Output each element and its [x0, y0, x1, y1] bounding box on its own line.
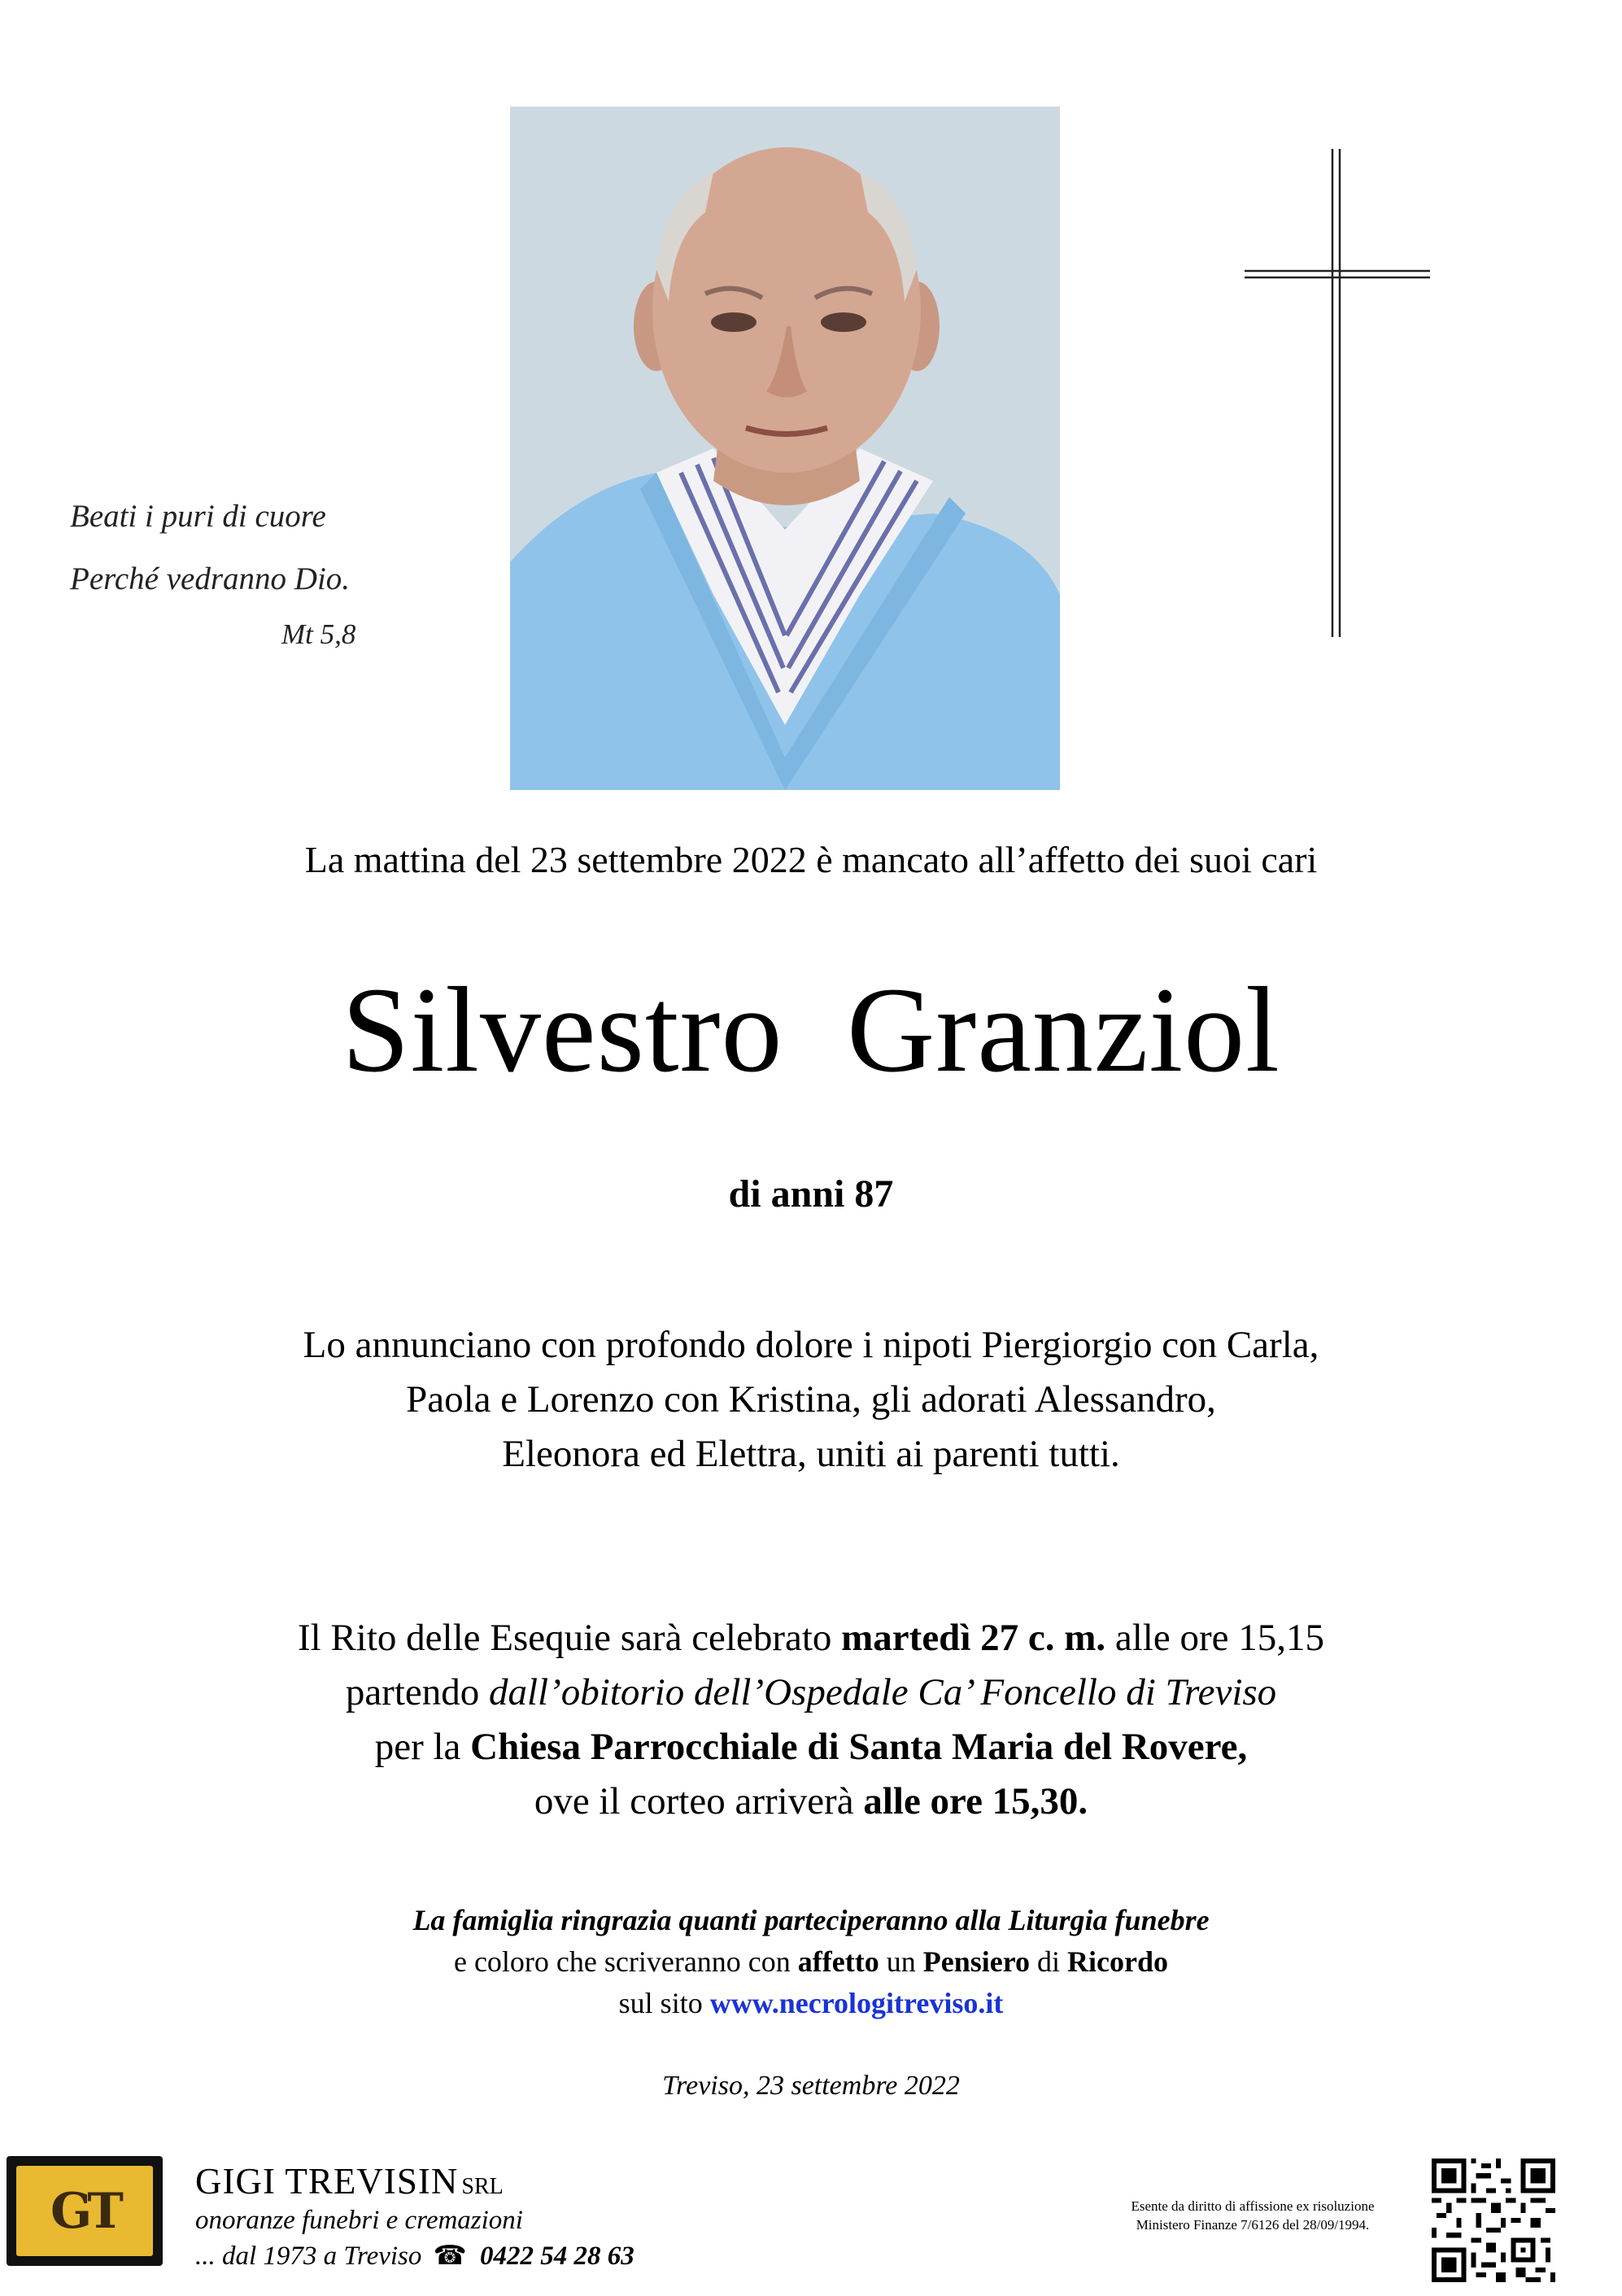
rite-text: per la [374, 1726, 471, 1768]
arrival-time: alle ore 15,30. [863, 1780, 1088, 1822]
company-since [195, 2239, 634, 2272]
place-and-date: Treviso, 23 settembre 2022 [662, 2071, 960, 2101]
rite-line-2 [0, 1665, 1622, 1720]
quote-reference: Mt 5,8 [281, 618, 356, 650]
company-logo [7, 2156, 163, 2266]
last-name: Granziol [847, 962, 1280, 1098]
thanks-bold: affetto [797, 1945, 879, 1978]
rite-line-1 [0, 1611, 1622, 1665]
thanks-text: sul sito [618, 1987, 710, 2019]
announcement-line-3: Eleonora ed Elettra, uniti ai parenti tutti. [502, 1433, 1120, 1475]
tax-line-2: Ministero Finanze 7/6126 del 28/09/1994. [1136, 2217, 1370, 2233]
tax-exemption-notice [1057, 2197, 1448, 2234]
qr-code[interactable] [1432, 2159, 1555, 2282]
funeral-rite-details [0, 1611, 1622, 1829]
since-text: ... dal 1973 a Treviso [195, 2241, 422, 2271]
logo-text: GT [50, 2182, 119, 2240]
company-info [195, 2160, 634, 2272]
deceased-age: di anni 87 [728, 1172, 894, 1216]
thanks-line-3 [0, 1983, 1622, 2024]
company-name: GIGI TREVISIN [195, 2161, 459, 2202]
thanks-bold: Pensiero [922, 1945, 1031, 1978]
rite-line-4 [0, 1774, 1622, 1829]
company-suffix: SRL [461, 2174, 504, 2199]
church-name: Chiesa Parrocchiale di Santa Maria del Rovere, [470, 1726, 1248, 1768]
telephone-icon: ☎ [433, 2241, 467, 2271]
thanks-text: un [879, 1945, 923, 1978]
family-announcement [0, 1318, 1622, 1482]
cross-icon [1236, 149, 1432, 637]
thanks-line-2 [0, 1941, 1622, 1983]
portrait-photo [510, 107, 1060, 790]
quote-line-1: Beati i puri di cuore [70, 499, 326, 534]
rite-text: ove il corteo arriverà [534, 1780, 864, 1822]
company-subtitle: onoranze funebri e cremazioni [195, 2206, 523, 2235]
rite-date: martedì 27 c. m. [841, 1617, 1106, 1659]
rite-text: partendo [345, 1671, 489, 1713]
family-thanks [0, 1900, 1622, 2024]
deceased-name [0, 960, 1622, 1100]
thanks-text: di [1030, 1945, 1068, 1978]
announcement-line-2: Paola e Lorenzo con Kristina, gli adorati Alessandro, [406, 1378, 1216, 1421]
bible-quote [70, 498, 355, 651]
company-phone: 0422 54 28 63 [479, 2241, 634, 2271]
thanks-bold: Ricordo [1067, 1945, 1169, 1978]
rite-line-3 [0, 1720, 1622, 1774]
thanks-text: e coloro che scriveranno con [453, 1945, 798, 1978]
first-name: Silvestro [342, 962, 783, 1098]
rite-time: alle ore 15,15 [1105, 1617, 1324, 1659]
rite-text: Il Rito delle Esequie sarà celebrato [297, 1617, 842, 1659]
tax-line-1: Esente da diritto di affissione ex risoluzione [1131, 2198, 1375, 2214]
quote-line-2: Perché vedranno Dio. [70, 561, 351, 596]
announcement-line-1: Lo annunciano con profondo dolore i nipoti Piergiorgio con Carla, [303, 1324, 1319, 1366]
website-link[interactable]: www.necrologitreviso.it [709, 1987, 1004, 2019]
departure-place: dall’obitorio dell’Ospedale Ca’ Foncello di Treviso [489, 1671, 1277, 1713]
death-announcement-lead: La mattina del 23 settembre 2022 è mancato all’affetto dei suoi cari [304, 839, 1318, 880]
thanks-line-1: La famiglia ringrazia quanti parteciperanno alla Liturgia funebre [412, 1904, 1210, 1936]
